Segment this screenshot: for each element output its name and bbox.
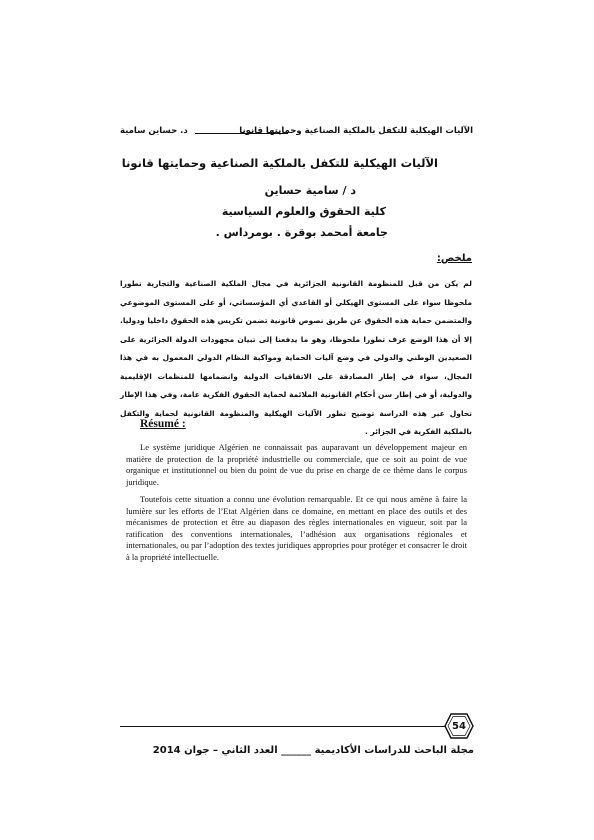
author-name: د / سامية حساين: [264, 184, 356, 197]
resume-heading: [140, 418, 186, 430]
page-number: 54: [452, 720, 466, 732]
resume-paragraph-2: Toutefois cette situation a connu une évolution remarquable. Et ce qui nous amène à faire la lumière sur les efforts de l’Etat Algérien dans ce domaine, en mettant en place des outils et des mécanismes de protection et être au diapason des règles internationales en vigueur, soit par la ratification des conventions internationales, l’adhésion aux organisations régionales et internationales, ou par l’adoption des textes juridiques appropries pour protéger et consacrer le droit à la propriété intellectuelle.: [126, 494, 467, 562]
header-author: د. حساين سامية: [120, 126, 188, 136]
header-title: الآليات الهيكلية للتكفل بالملكية الصناعية وحمايتها قانونا: [239, 126, 473, 136]
header-rule: [195, 133, 288, 134]
resume-heading-colon: :: [181, 418, 186, 430]
article-title: الآليات الهيكلية للتكفل بالملكية الصناعية وحمايتها قانونا: [121, 156, 438, 170]
author-university: جامعة أمحمد بوقرة . بومرداس .: [215, 226, 388, 239]
page-number-badge: [444, 713, 474, 739]
resume-paragraph-1: Le système juridique Algérien ne connaissait pas auparavant un développement majeur en matière de protection de la propriété industrielle ou commerciale, que ce soit au point de vue organique et institutionnel ou bien du point de vue du prise en charge de ce thème dans le corpus juridique.: [126, 442, 467, 487]
journal-footer: مجلة الباحث للدراسات الأكاديمية ______ العدد الثاني – جوان 2014: [152, 745, 474, 756]
running-header: [120, 124, 473, 138]
arabic-abstract-heading: ملخص:: [436, 253, 472, 264]
arabic-abstract-body: لم يكن من قبل للمنظومة القانونية الجزائرية في مجال الملكية الصناعية والتجارية تطورا ملحوظا سواء على المستوى الهيكلي أو القاعدي أي المؤسساتي، أو على المستوى الموضوعي والمتضمن حماية هذه الحقوق عن طريق نصوص قانونية تضمن تكريس هذه الحقوق داخليا ودوليا. إلا أن هذا الوضع عرف تطورا ملحوظا، وهو ما يدفعنا إلى تبيان مجهودات الدولة الجزائرية على الصعيدين الوطني والدولي في وضع آليات الحماية ومواكبة النظام الدولي المعمول به في هذا المجال، سواء في إطار المصادقة على الاتفاقيات الدولية وانضمامها للمنظمات الإقليمية والدولية، أو في إطار سن أحكام القانونية الملائمة لحماية الحقوق الفكرية عامة، وفي هذا الإطار تحاول عبر هذه الدراسة توضيح تطور الآليات الهيكلية والمنظومة القانونية لحماية والتكفل بالملكية الفكرية في الجزائر .: [120, 279, 472, 436]
resume-heading-text: Résumé: [140, 418, 179, 430]
footer-rule: [120, 726, 453, 727]
author-faculty: كلية الحقوق والعلوم السياسية: [221, 205, 386, 218]
